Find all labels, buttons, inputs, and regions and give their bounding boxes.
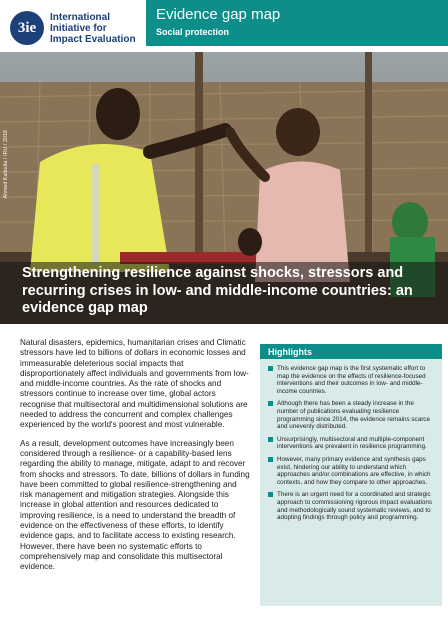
- org-name-line: Initiative for: [50, 22, 107, 34]
- highlight-item: [268, 436, 436, 451]
- org-logo[interactable]: [10, 8, 150, 48]
- header: [0, 0, 448, 52]
- title-band: [146, 0, 448, 46]
- bullet-square-icon: [268, 401, 273, 406]
- highlight-text: There is an urgent need for a coordinated and strategic approach to commissioning rigorous impact evaluations and methodologically sound systematic reviews, and to adopting findings through policy and programming.: [277, 491, 433, 522]
- logo-mark-icon: 3ie: [10, 11, 44, 45]
- report-title: Strengthening resilience against shocks, stressors and recurring crises in low- and middle-income countries: an evidence gap map: [22, 265, 413, 316]
- highlights-heading: Highlights: [260, 344, 442, 359]
- highlight-text: However, many primary evidence and synthesis gaps exist, hindering our ability to understand which approaches and/or combinations are effective, in which contexts, and how they compare to other approaches.: [277, 455, 431, 486]
- highlight-item: [268, 365, 436, 395]
- intro-paragraph: As a result, development outcomes have increasingly been considered through a resilience- or a capability-based lens regarding the ability to manage, mitigate, adapt to and recover from shocks and stressors. To date, billions of dollars in funding have been committed to global resilience-strengthening and risk management and mitigation strategies. Alongside this increase in global attention and resources dedicated to improving resilience, is a need to understand the breadth of evidence on the effectiveness of these efforts, to identify evidence gaps, and to facilitate access to existing research. However, there have been no systematic efforts to comprehensively map and consolidate this multisectoral evidence.: [20, 438, 250, 572]
- photo-credit: Ahmed Kalbulla / IRU / 2018: [3, 130, 9, 199]
- highlight-text: Unsurprisingly, multisectoral and multiple-component interventions are prevalent in resilience programming.: [277, 435, 427, 451]
- highlights-box: [260, 344, 442, 606]
- highlight-item: [268, 400, 436, 430]
- hero-title-band: [0, 262, 448, 324]
- document-topic: Social protection: [156, 27, 230, 37]
- bullet-square-icon: [268, 366, 273, 371]
- org-name: [50, 12, 136, 45]
- intro-section: [20, 338, 250, 581]
- bullet-square-icon: [268, 492, 273, 497]
- bullet-square-icon: [268, 437, 273, 442]
- bullet-square-icon: [268, 457, 273, 462]
- org-name-line: Impact Evaluation: [50, 33, 136, 45]
- intro-paragraph: Natural disasters, epidemics, humanitarian crises and Climatic stressors have led to billions of dollars in economic losses and immeasurable deleterious social impacts that disproportionately affect individuals and governments from low- and middle-income countries. As the rate of shocks and stressors continue to increase over time, global actors recognise that multisectoral and multidimensional solutions are needed to address the concurrent and complex challenges experienced by the world's poorest and most vulnerable.: [20, 338, 249, 430]
- org-name-line: International: [50, 11, 111, 23]
- highlight-text: Although there has been a steady increase in the number of publications evaluating resilience programming since 2014, the evidence remains scarce and unevenly distributed.: [277, 400, 430, 431]
- highlight-item: [268, 456, 436, 486]
- document-type: Evidence gap map: [156, 6, 281, 23]
- highlight-text: This evidence gap map is the first systematic effort to map the evidence on the effects of resilience-focused interventions and their outcomes in low- and middle-income countries.: [277, 365, 426, 395]
- highlight-item: [268, 491, 436, 521]
- highlights-list: [260, 359, 442, 522]
